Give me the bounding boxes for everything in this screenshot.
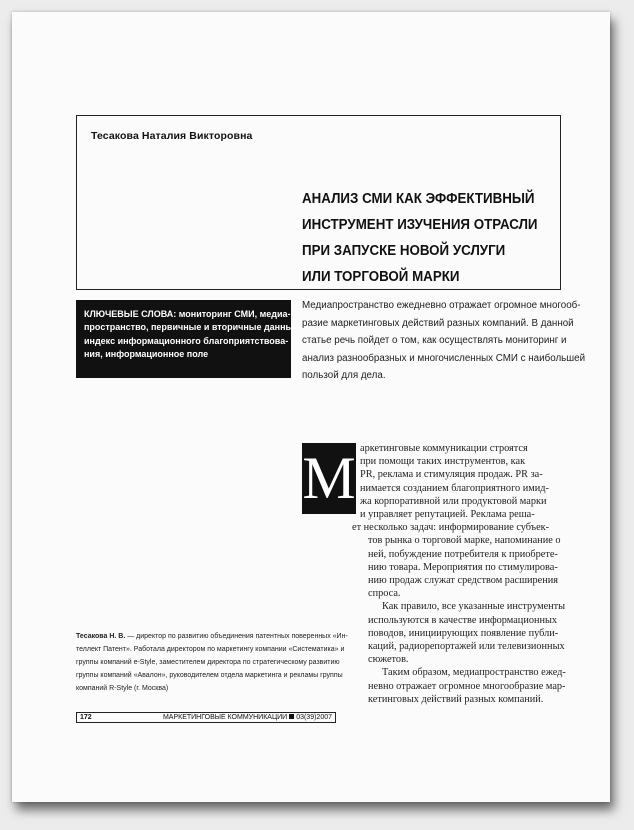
keywords-line: ния, информационное поле <box>84 349 209 360</box>
keywords-line: КЛЮЧЕВЫЕ СЛОВА: мониторинг СМИ, медиа- <box>84 309 291 319</box>
issue-number: 03(39)2007 <box>296 714 332 721</box>
body-line: невно отражает огромное многообразие мар- <box>368 680 566 692</box>
bio-line: группы компаний e-Style, заместителем директора по стратегическому развитию <box>76 659 340 666</box>
body-line: и управляет репутацией. Реклама реша- <box>360 509 535 521</box>
body-line: Таким образом, медиапространство ежед- <box>382 667 566 679</box>
bio-line <box>76 630 348 643</box>
drop-cap: М <box>302 443 356 514</box>
bio-text: — директор по развитию объединения патентных поверенных «Ин- <box>125 633 348 640</box>
square-bullet-icon <box>289 714 294 719</box>
author-bio <box>76 630 348 695</box>
page-number: 172 <box>80 714 92 721</box>
page-footer <box>76 712 336 723</box>
body-line: используются в качестве информационных <box>368 614 558 626</box>
body-line: ней, побуждение потребителя к приобрете- <box>368 548 558 560</box>
body-line: при помощи таких инструментов, как <box>360 456 526 468</box>
header-frame <box>76 115 561 290</box>
journal-page <box>12 12 610 802</box>
bio-line: компаний R-Style (г. Москва) <box>76 685 169 692</box>
lead-line: анализ разнообразных и многочисленных СМИ с наибольшей <box>302 352 586 364</box>
lead-line: Медиапространство ежедневно отражает огромное многооб- <box>302 300 581 311</box>
body-line: жа корпоративной или продуктовой марки <box>360 495 547 507</box>
lead-line: разие маркетинговых действий разных компаний. В данной <box>302 317 574 329</box>
body-line: каций, радиорепортажей или телевизионных <box>368 641 565 653</box>
keywords-line: индекс информационного благоприятствова- <box>84 335 289 346</box>
author-name: Тесакова Наталия Викторовна <box>91 130 253 142</box>
article-body <box>302 442 566 706</box>
title-line: АНАЛИЗ СМИ КАК ЭФФЕКТИВНЫЙ <box>302 191 535 207</box>
bio-line: теллект Патент». Работала директором по маркетингу компании «Систематика» и <box>76 646 345 653</box>
body-line: аркетинговые коммуникации строятся <box>360 443 528 454</box>
body-line: спроса. <box>368 588 401 600</box>
body-line: PR, реклама и стимуляция продаж. PR за- <box>360 469 543 481</box>
body-line: кетинговых действий разных компаний. <box>368 693 544 705</box>
body-line: нию продаж служат средством расширения <box>368 575 559 587</box>
journal-name: МАРКЕТИНГОВЫЕ КОММУНИКАЦИИ <box>162 714 288 721</box>
journal-info <box>163 713 332 722</box>
bio-author-name: Тесакова Н. В. <box>76 633 126 640</box>
lead-paragraph <box>302 297 586 385</box>
body-line: ет несколько задач: информирование субъек- <box>352 522 550 534</box>
title-line: ИНСТРУМЕНТ ИЗУЧЕНИЯ ОТРАСЛИ <box>302 217 538 233</box>
title-line: ПРИ ЗАПУСКЕ НОВОЙ УСЛУГИ <box>302 243 506 259</box>
keywords-line: пространство, первичные и вторичные данные, <box>84 322 301 333</box>
lead-line: статье речь пойдет о том, как осуществлять мониторинг и <box>302 335 567 347</box>
body-line: нимается созданием благоприятного имид- <box>360 482 549 494</box>
body-line: Как правило, все указанные инструменты <box>382 601 566 613</box>
title-line: ИЛИ ТОРГОВОЙ МАРКИ <box>302 269 460 285</box>
body-line: поводов, инициирующих появление публи- <box>368 627 559 639</box>
body-line: нию товара. Мероприятия по стимулирова- <box>368 561 558 573</box>
keywords-box <box>76 300 301 378</box>
bio-line: группы компаний «Авалон», руководителем отдела маркетинга и рекламы группы <box>76 672 343 679</box>
lead-line: пользой для дела. <box>302 370 386 382</box>
body-line: тов рынка о торговой марке, напоминание о <box>368 535 561 547</box>
article-title <box>302 186 538 290</box>
body-line: сюжетов. <box>368 654 409 666</box>
